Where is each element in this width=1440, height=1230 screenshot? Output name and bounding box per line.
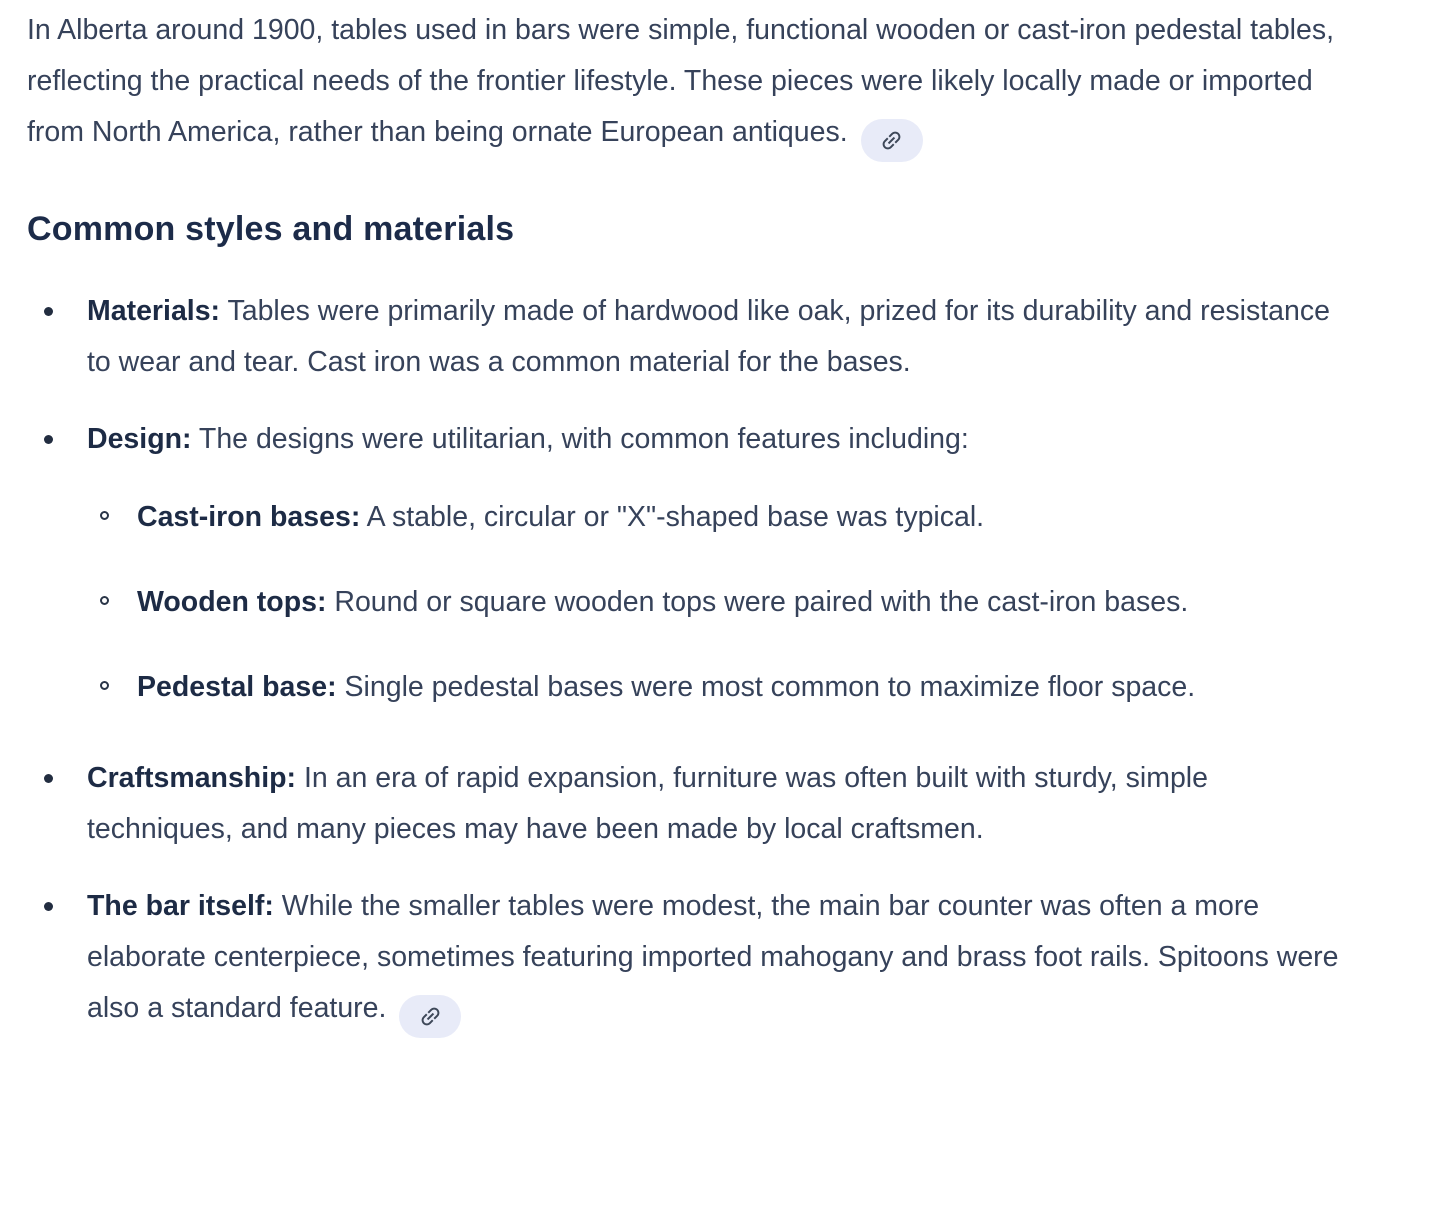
bullet-marker bbox=[27, 753, 87, 855]
item-label: Wooden tops: bbox=[137, 586, 327, 618]
bullet-list bbox=[27, 286, 1412, 1038]
sub-bullet-marker bbox=[87, 492, 137, 543]
item-text: In an era of rapid expansion, furniture was often built with sturdy, simple techniques, and many pieces may have been made by local craftsmen. bbox=[87, 762, 1208, 845]
item-label: Pedestal base: bbox=[137, 671, 337, 703]
item-text: Tables were primarily made of hardwood like oak, prized for its durability and resistance to wear and tear. Cast iron was a common material for the bases. bbox=[87, 295, 1330, 378]
list-item-text bbox=[87, 881, 1359, 1038]
source-link-chip[interactable] bbox=[861, 119, 923, 162]
sub-list-item bbox=[87, 577, 1359, 628]
item-label: Craftsmanship: bbox=[87, 762, 297, 794]
bullet-marker bbox=[27, 881, 87, 1038]
section-heading: Common styles and materials bbox=[27, 210, 515, 248]
item-text: Single pedestal bases were most common to maximize floor space. bbox=[336, 671, 1196, 703]
intro-text: In Alberta around 1900, tables used in bars were simple, functional wooden or cast-iron pedestal tables, reflecting the practical needs of the frontier lifestyle. These pieces were likely locally made or imported from North America, rather than being ornate European antiques. bbox=[27, 14, 1335, 148]
link-icon bbox=[418, 1004, 443, 1029]
list-item-text bbox=[87, 286, 1359, 388]
sub-item-text bbox=[137, 577, 1357, 628]
item-label: The bar itself: bbox=[87, 890, 274, 922]
item-text: A stable, circular or "X"-shaped base was typical. bbox=[360, 501, 985, 533]
bullet-marker bbox=[27, 414, 87, 727]
sub-item-text bbox=[137, 662, 1357, 713]
item-label: Materials: bbox=[87, 295, 221, 327]
link-icon bbox=[879, 128, 904, 153]
item-text: Round or square wooden tops were paired with the cast-iron bases. bbox=[326, 586, 1189, 618]
source-link-chip[interactable] bbox=[399, 995, 461, 1038]
list-item bbox=[27, 286, 1412, 388]
list-item bbox=[27, 414, 1412, 727]
sub-list-item bbox=[87, 492, 1359, 543]
sub-bullet-marker bbox=[87, 662, 137, 713]
item-label: Cast-iron bases: bbox=[137, 501, 361, 533]
list-item-text bbox=[87, 753, 1359, 855]
list-item bbox=[27, 881, 1412, 1038]
sub-bullet-marker bbox=[87, 577, 137, 628]
intro-paragraph bbox=[27, 5, 1345, 162]
item-text: While the smaller tables were modest, the main bar counter was often a more elaborate centerpiece, sometimes featuring imported mahogany and brass foot rails. Spitoons were also a standard feature. bbox=[87, 890, 1339, 1024]
sub-list-item bbox=[87, 662, 1359, 713]
item-text: The designs were utilitarian, with common features including: bbox=[191, 423, 969, 455]
list-item-text bbox=[87, 414, 1359, 727]
list-item bbox=[27, 753, 1412, 855]
sub-bullet-list bbox=[87, 492, 1359, 713]
item-label: Design: bbox=[87, 423, 192, 455]
bullet-marker bbox=[27, 286, 87, 388]
sub-item-text bbox=[137, 492, 1357, 543]
